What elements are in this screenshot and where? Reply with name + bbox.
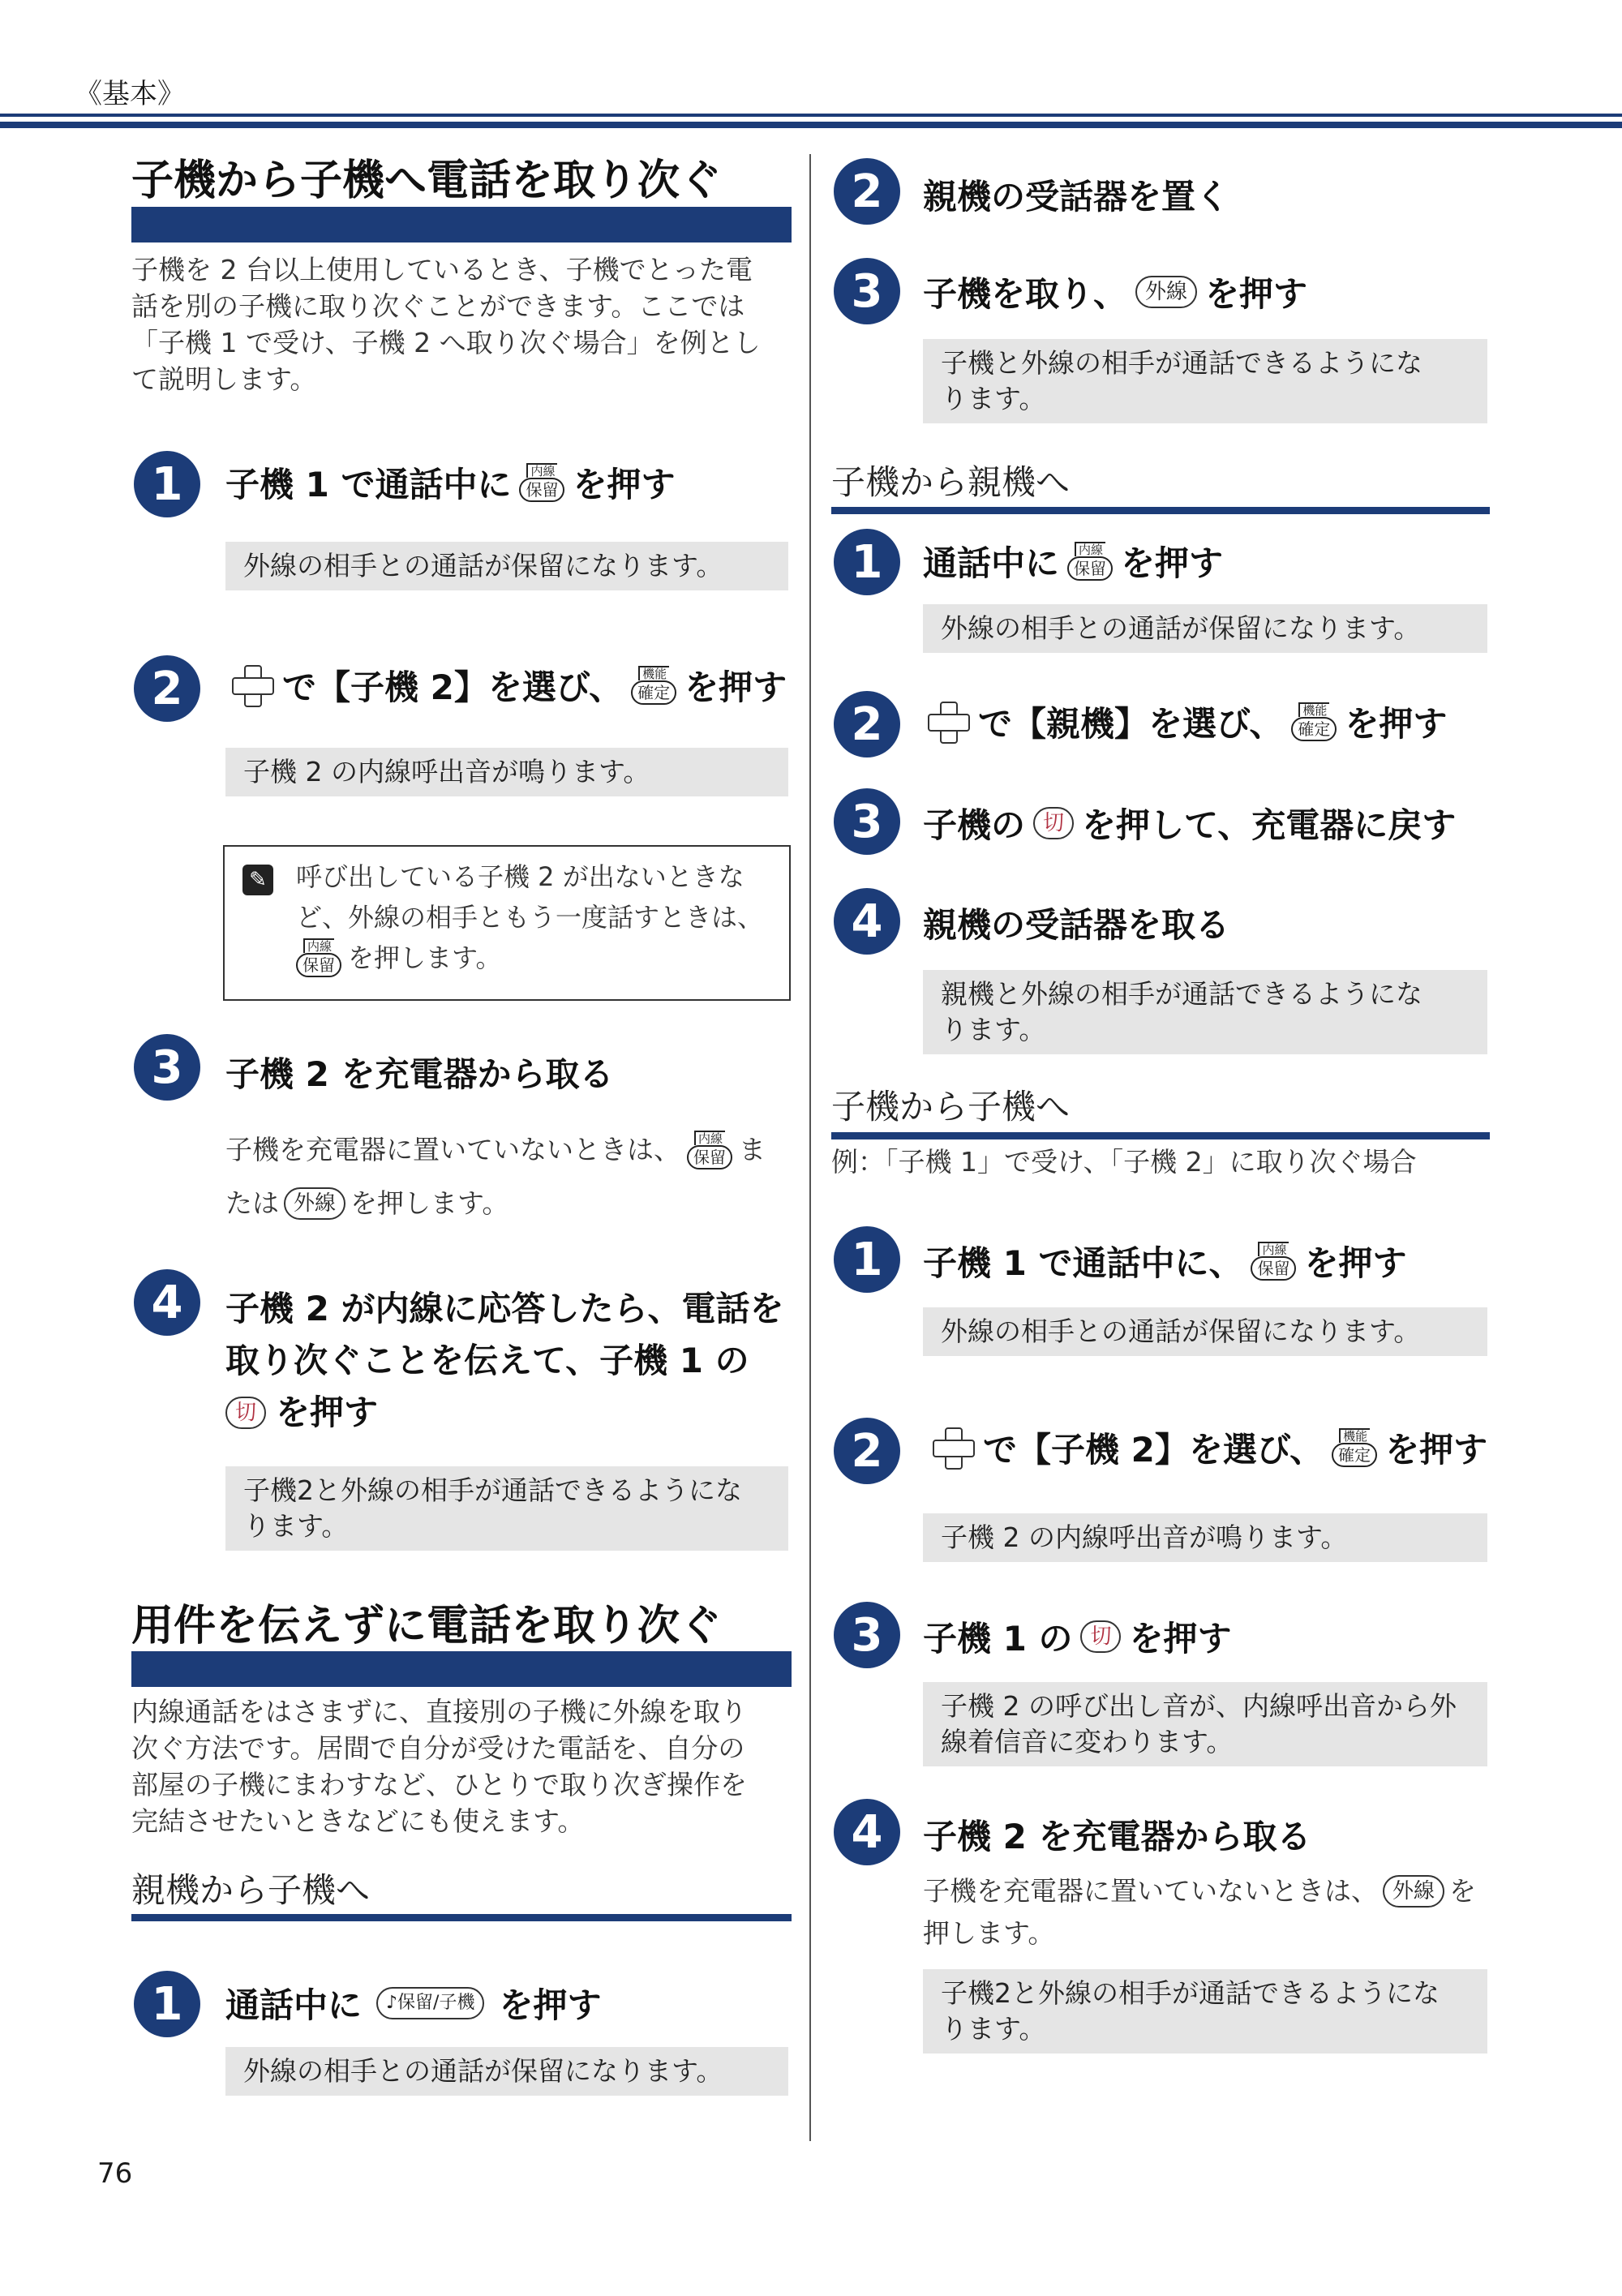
step-3-body: 子機を充電器に置いていないときは、 内線 保留 ま たは 外線 を押します。	[225, 1131, 766, 1219]
naisen-horyu-key-icon: 内線 保留	[1251, 1242, 1296, 1281]
h2h-step-3-note: 子機 2 の呼び出し音が、内線呼出音から外 線着信音に変わります。	[923, 1682, 1487, 1766]
step-badge-3: 3	[834, 788, 900, 855]
naisen-horyu-key-icon: 内線 保留	[296, 938, 341, 977]
h2h-step-2-heading: で【子機 2】を選び、 機能 確定 を押す	[931, 1423, 1487, 1472]
step-badge-3: 3	[134, 1034, 200, 1101]
step-badge-4: 4	[834, 888, 900, 955]
step-badge-3: 3	[834, 258, 900, 324]
base-step-3-heading: 子機を取り、 外線 を押す	[923, 274, 1308, 314]
kinou-kakutei-key-icon: 機能 確定	[1291, 702, 1337, 741]
naisen-horyu-key-icon: 内線 保留	[519, 463, 564, 502]
h2h-step-4-body: 子機を充電器に置いていないときは、 外線 を 押します。	[923, 1875, 1477, 1949]
h2b-step-1-note: 外線の相手との通話が保留になります。	[923, 604, 1487, 653]
step-4-heading: 子機 2 が内線に応答したら、電話を 取り次ぐことを伝えて、子機 1 の 切 を押す	[225, 1289, 784, 1432]
step-badge-1: 1	[134, 1971, 200, 2037]
step-badge-1: 1	[834, 1226, 900, 1293]
h2b-step-3-heading: 子機の 切 を押して、充電器に戻す	[923, 805, 1457, 845]
kiru-key-icon: 切	[1033, 807, 1074, 839]
step-badge-2: 2	[134, 655, 200, 722]
h2h-step-2-note: 子機 2 の内線呼出音が鳴ります。	[923, 1513, 1487, 1562]
step-1-note: 外線の相手との通話が保留になります。	[225, 542, 788, 590]
step-badge-2: 2	[834, 158, 900, 225]
title-transfer-handset: 子機から子機へ電話を取り次ぐ	[131, 157, 723, 205]
cross-key-icon	[230, 663, 274, 707]
h2h-step-3-heading: 子機 1 の 切 を押す	[923, 1619, 1232, 1659]
h2h-step-4-note: 子機2と外線の相手が通話できるようにな ります。	[923, 1969, 1487, 2054]
title-bar	[131, 207, 792, 242]
naisen-horyu-key-icon: 内線 保留	[687, 1131, 732, 1169]
kiru-key-icon: 切	[225, 1397, 266, 1429]
example-line: 例：「子機 1」で受け、「子機 2」に取り次ぐ場合	[831, 1146, 1417, 1178]
kinou-kakutei-key-icon: 機能 確定	[1332, 1428, 1377, 1467]
header-rule-thick	[0, 122, 1622, 128]
horyu-koki-key-icon: ♪保留/子機	[376, 1987, 484, 2019]
step-badge-4: 4	[834, 1799, 900, 1865]
cross-key-icon	[931, 1426, 975, 1470]
base-step-1-heading: 通話中に ♪保留/子機 を押す	[225, 1985, 602, 2025]
h2b-step-4-note: 親機と外線の相手が通話できるようにな ります。	[923, 970, 1487, 1054]
kiru-key-icon: 切	[1080, 1620, 1121, 1653]
step-badge-2: 2	[834, 1418, 900, 1484]
h2h-step-1-heading: 子機 1 で通話中に、 内線 保留 を押す	[923, 1242, 1407, 1283]
step-badge-1: 1	[134, 451, 200, 517]
step-2-note: 子機 2 の内線呼出音が鳴ります。	[225, 748, 788, 796]
gaisen-key-icon: 外線	[284, 1187, 345, 1220]
step-4-note: 子機2と外線の相手が通話できるようにな ります。	[225, 1466, 788, 1551]
section-label: 《基本》	[75, 78, 185, 110]
intro-paragraph-2: 内線通話をはさまずに、直接別の子機に外線を取り 次ぐ方法です。居間で自分が受けた電話を、自分の 部屋の子機にまわすなど、ひとりで取り次ぎ操作を 完結させたいときなどにも使えます。	[131, 1696, 747, 1837]
subsection-rule	[831, 507, 1490, 514]
h2b-step-4-heading: 親機の受話器を取る	[923, 905, 1230, 945]
subsection-handset-to-base: 子機から親機へ	[831, 462, 1071, 502]
subsection-base-to-handset: 親機から子機へ	[131, 1870, 371, 1910]
base-step-1-note: 外線の相手との通話が保留になります。	[225, 2047, 788, 2096]
step-badge-1: 1	[834, 529, 900, 595]
h2h-step-4-heading: 子機 2 を充電器から取る	[923, 1817, 1311, 1856]
subsection-rule	[831, 1132, 1490, 1139]
subsection-handset-to-handset: 子機から子機へ	[831, 1087, 1071, 1127]
h2b-step-1-heading: 通話中に 内線 保留 を押す	[923, 543, 1224, 583]
subsection-rule	[131, 1914, 792, 1921]
title-bar	[131, 1651, 792, 1687]
page-number: 76	[97, 2157, 133, 2190]
base-step-3-note: 子機と外線の相手が通話できるようにな ります。	[923, 339, 1487, 423]
gaisen-key-icon: 外線	[1383, 1875, 1444, 1908]
tip-box: ✎ 呼び出している子機 2 が出ないときな ど、外線の相手ともう一度話すときは、 内線 保留 を押します。	[223, 845, 791, 1001]
step-2-heading: で【子機 2】を選び、 機能 確定 を押す	[230, 661, 787, 710]
gaisen-key-icon: 外線	[1135, 276, 1197, 308]
h2b-step-2-heading: で【親機】を選び、 機能 確定 を押す	[926, 697, 1447, 746]
step-1-heading: 子機 1 で通話中に 内線 保留 を押す	[225, 464, 676, 504]
step-badge-4: 4	[134, 1269, 200, 1336]
kinou-kakutei-key-icon: 機能 確定	[631, 666, 676, 705]
base-step-2-heading: 親機の受話器を置く	[923, 177, 1230, 217]
step-badge-2: 2	[834, 691, 900, 757]
header-rule	[0, 114, 1622, 117]
h2h-step-1-note: 外線の相手との通話が保留になります。	[923, 1307, 1487, 1356]
title-direct-transfer: 用件を伝えずに電話を取り次ぐ	[131, 1602, 723, 1650]
pencil-icon: ✎	[242, 865, 273, 895]
intro-paragraph-1: 子機を 2 台以上使用しているとき、子機でとった電 話を別の子機に取り次ぐことができます。ここでは 「子機 1 で受け、子機 2 へ取り次ぐ場合」を例とし て説明します。	[131, 254, 761, 395]
column-separator	[809, 154, 811, 2141]
cross-key-icon	[926, 700, 970, 744]
naisen-horyu-key-icon: 内線 保留	[1067, 542, 1113, 581]
step-badge-3: 3	[834, 1602, 900, 1668]
step-3-heading: 子機 2 を充電器から取る	[225, 1054, 614, 1094]
